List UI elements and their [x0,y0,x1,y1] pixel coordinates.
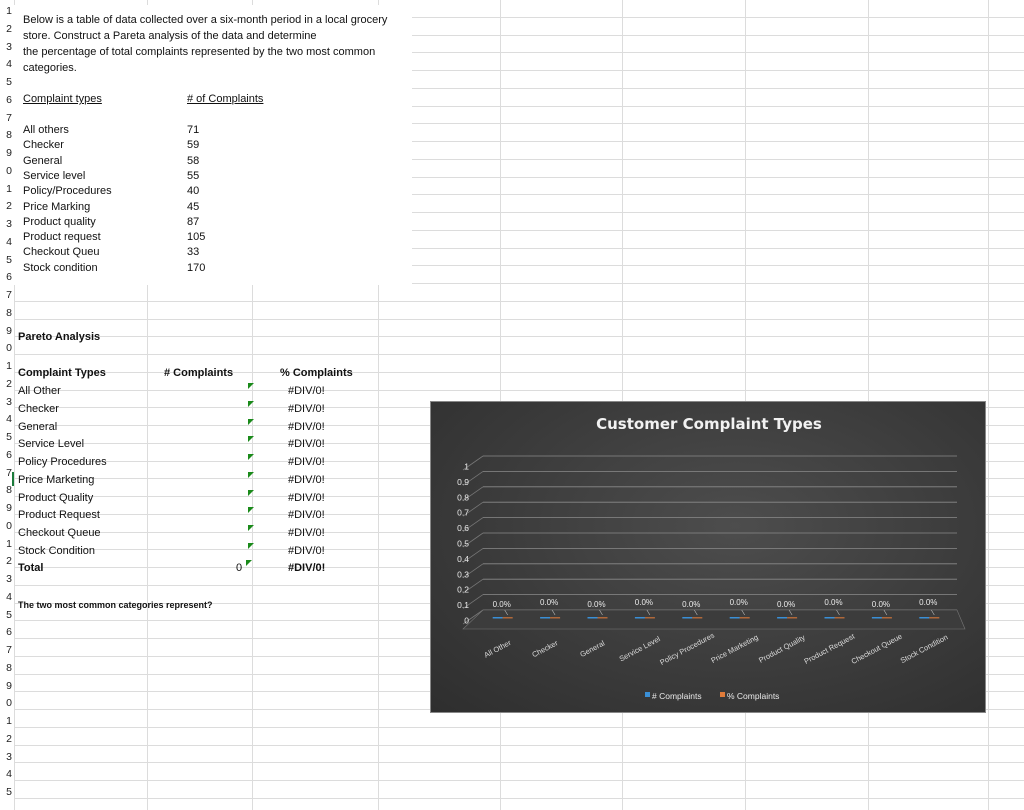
bar-complaints [825,617,835,619]
row-header[interactable]: 8 [6,484,12,497]
complaint-type: Price Marking [23,200,91,213]
pareto-type[interactable]: Service Level [18,438,85,451]
row-header[interactable]: 2 [6,377,12,390]
y-tick-label: 0.1 [457,600,469,611]
row-header[interactable]: 9 [6,147,12,159]
row-header[interactable]: 2 [6,200,12,213]
bar-pct [692,617,702,619]
complaint-type: Checkout Queu [23,246,100,259]
row-header[interactable]: 3 [6,573,12,585]
data-label: 0.0% [634,598,654,607]
error-flag [248,383,254,389]
bar-pct [882,617,892,619]
row-header[interactable]: 7 [6,111,12,124]
row-header[interactable]: 4 [6,235,12,248]
row-header[interactable]: 9 [6,502,12,514]
bar-pct [550,617,560,619]
row-header[interactable]: 0 [6,164,12,177]
row-header[interactable]: 7 [6,644,12,656]
problem-line-4: categories. [23,62,77,74]
bar-pct [787,617,797,619]
active-row-marker [12,472,14,486]
pareto-pct[interactable]: #DIV/0! [288,438,325,451]
error-flag [248,436,254,442]
error-flag [248,543,254,549]
row-header[interactable]: 4 [6,58,12,71]
bar-complaints [588,617,598,619]
pareto-type[interactable]: Policy Procedures [18,456,107,468]
bar-complaints [540,617,550,619]
data-label: 0.0% [824,598,843,607]
data-label: 0.0% [776,600,796,609]
error-flag [248,507,254,513]
total-pct[interactable]: #DIV/0! [288,562,326,574]
row-header[interactable]: 5 [6,431,12,443]
error-flag [246,560,252,566]
x-tick-label: Service Level [617,634,662,664]
row-header[interactable]: 0 [6,697,12,710]
chart-title: Customer Complaint Types [596,415,822,433]
complaint-count: 71 [187,124,200,136]
col-num-complaints[interactable]: # Complaints [164,367,234,379]
complaint-count: 105 [187,231,206,244]
header-num-complaints: # of Complaints [187,93,264,105]
bar-complaints [493,617,503,619]
complaint-type: Policy/Procedures [23,185,112,198]
pareto-type[interactable]: All Other [18,385,61,397]
col-pct-complaints[interactable]: % Complaints [280,367,353,379]
bar-complaints [919,617,929,619]
pareto-pct[interactable]: #DIV/0! [288,509,325,522]
complaint-type: All others [23,124,69,136]
complaint-count: 170 [187,261,206,274]
complaint-count: 58 [187,154,200,167]
complaint-count: 33 [187,246,200,259]
x-tick-label: Product Request [802,631,857,666]
row-header[interactable]: 2 [6,732,12,745]
row-header[interactable]: 2 [6,555,12,568]
bar-pct [503,617,513,619]
bar-pct [598,617,608,619]
y-tick-label: 0.5 [457,538,469,549]
legend-label-complaints: # Complaints [652,691,702,701]
pareto-pct[interactable]: #DIV/0! [288,420,325,433]
row-header[interactable]: 8 [6,306,12,319]
complaint-chart[interactable] [430,401,986,713]
error-flag [248,490,254,496]
pareto-pct[interactable]: #DIV/0! [288,527,325,539]
legend-label-pct: % Complaints [727,691,780,701]
row-header[interactable]: 6 [6,93,12,106]
row-header[interactable]: 4 [6,590,12,603]
complaint-type: Service level [23,169,86,182]
row-header[interactable]: 9 [6,679,12,692]
data-label: 0.0% [682,600,701,609]
row-header[interactable]: 3 [6,395,12,408]
complaint-count: 45 [187,200,200,213]
pareto-pct[interactable]: #DIV/0! [288,456,325,468]
row-header[interactable]: 8 [6,661,12,674]
row-header[interactable]: 5 [6,608,12,621]
problem-line-2: store. Construct a Pareta analysis of the data and determine [23,30,317,42]
error-flag [248,419,254,425]
complaint-count: 87 [187,215,200,228]
y-tick-label: 0.6 [457,523,469,534]
data-label: 0.0% [729,598,748,607]
col-complaint-types[interactable]: Complaint Types [18,367,106,379]
legend-swatch-pct [720,692,725,697]
complaint-type: Product request [23,231,101,244]
x-tick-label: Price Marketing [709,632,760,665]
row-header[interactable]: 6 [6,448,12,461]
complaint-type: Stock condition [23,261,98,274]
header-complaint-types: Complaint types [23,93,102,105]
row-header[interactable]: 1 [6,182,12,195]
bar-complaints [777,617,787,619]
pareto-pct[interactable]: #DIV/0! [288,491,325,504]
bar-pct [645,617,655,619]
bar-complaints [872,617,882,619]
row-header[interactable]: 3 [6,750,12,763]
bar-complaints [682,617,692,619]
data-label: 0.0% [539,598,559,607]
complaint-count: 55 [187,169,200,182]
bar-pct [929,617,939,619]
legend-swatch-complaints [645,692,650,697]
row-header[interactable]: 5 [6,76,12,88]
pareto-pct[interactable]: #DIV/0! [288,402,325,415]
bar-pct [835,617,845,619]
x-tick-label: All Other [482,637,513,660]
x-tick-label: Product Quality [757,632,807,665]
chart-floor [463,610,965,629]
x-tick-label: Policy Procedures [658,630,716,667]
x-tick-label: Checkout Queue [849,631,904,666]
pareto-type[interactable]: Checkout Queue [18,527,101,539]
complaint-count: 59 [187,139,200,152]
problem-text-box [12,5,412,285]
problem-line-1: Below is a table of data collected over a six-month period in a local grocery [23,14,388,26]
pareto-type[interactable]: Product Quality [18,491,94,504]
problem-line-3: the percentage of total complaints represented by the two most common [23,46,376,58]
pareto-type[interactable]: Stock Condition [18,544,96,557]
row-header[interactable]: 1 [6,537,12,550]
bar-complaints [730,617,740,619]
pareto-pct[interactable]: #DIV/0! [288,544,325,557]
row-header[interactable]: 9 [6,324,12,337]
bar-pct [740,617,750,619]
row-header[interactable]: 0 [6,342,12,355]
row-header[interactable]: 1 [6,5,12,17]
row-header[interactable]: 5 [6,786,12,798]
data-label: 0.0% [492,600,511,609]
complaint-count: 40 [187,185,200,198]
row-header[interactable]: 1 [6,715,12,727]
row-header[interactable]: 7 [6,466,12,479]
data-label: 0.0% [919,598,938,607]
data-label: 0.0% [871,600,891,609]
row-header[interactable]: 6 [6,271,12,284]
complaint-type: General [23,154,63,167]
total-label[interactable]: Total [18,562,44,574]
x-tick-label: Checker [530,638,560,660]
pareto-pct[interactable]: #DIV/0! [288,473,325,486]
error-flag [248,454,254,460]
x-tick-label: Stock Condition [898,632,950,666]
y-tick-label: 0.7 [457,507,469,518]
y-tick-label: 0.4 [457,553,469,564]
pareto-type[interactable]: Price Marketing [18,473,95,486]
data-label: 0.0% [587,600,606,609]
pareto-pct[interactable]: #DIV/0! [288,385,325,397]
row-header[interactable]: 1 [6,360,12,372]
row-header[interactable]: 4 [6,413,12,426]
row-header[interactable]: 8 [6,129,12,142]
bar-complaints [635,617,645,619]
pareto-type[interactable]: Product Request [18,509,100,522]
x-tick-label: General [578,638,607,660]
y-tick-label: 1 [464,461,469,472]
question-text[interactable]: The two most common categories represent? [18,600,213,610]
complaint-type: Product quality [23,215,96,228]
y-tick-label: 0.2 [457,584,469,595]
complaint-type: Checker [23,139,64,152]
total-count[interactable]: 0 [236,562,243,574]
row-header[interactable]: 3 [6,40,12,53]
row-header[interactable]: 5 [6,253,12,266]
pareto-type[interactable]: Checker [18,402,59,415]
pareto-type[interactable]: General [18,420,58,433]
row-header[interactable]: 7 [6,289,12,301]
y-tick-label: 0.9 [457,476,469,487]
row-header[interactable]: 4 [6,768,12,781]
error-flag [248,525,254,531]
row-header[interactable]: 0 [6,519,12,532]
y-tick-label: 0 [464,615,469,626]
row-header[interactable]: 6 [6,626,12,639]
row-header[interactable]: 2 [6,22,12,35]
y-tick-label: 0.3 [457,569,469,580]
row-header[interactable]: 3 [6,218,12,230]
pareto-title[interactable]: Pareto Analysis [18,331,101,343]
error-flag [248,401,254,407]
y-tick-label: 0.8 [457,492,469,503]
error-flag [248,472,254,478]
